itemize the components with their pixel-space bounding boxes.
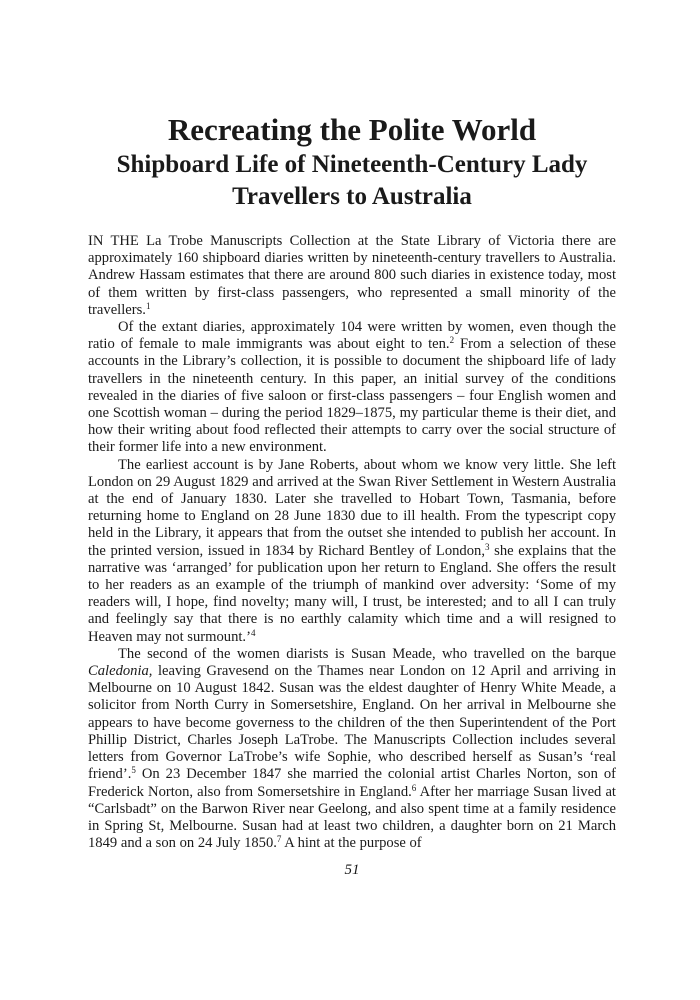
- footnote-marker: 2: [449, 335, 455, 346]
- footnote-marker: 4: [250, 627, 256, 638]
- body-paragraph: [88, 646, 616, 852]
- page-number: 51: [344, 862, 360, 878]
- body-paragraph: [88, 319, 616, 457]
- italic-text: Caledonia,: [88, 663, 153, 680]
- article-body: [88, 233, 616, 852]
- paragraph-text: From a selection of these accounts in the Library’s collection, it is possible to document the shipboard life of lady travellers in the nineteenth century. In this paper, an initial survey of the conditions revealed in the diaries of five saloon or first-class passengers – four English women and one Scottish woman – during the period 1829–1875, my particular theme is their diet, and how their writing about food reflected their attempts to carry over the social structure of their former life into a new environment.: [88, 336, 616, 456]
- article-subtitle-line-2: Travellers to Australia: [232, 183, 472, 210]
- paragraph-text: After her marriage Susan lived at “Carlsbadt” on the Barwon River near Geelong, and also spent time at a family residence in Spring St, Melbourne. Susan had at least two children, a daughter born on 21 March 1849 and a son on 24 July 1850.: [88, 783, 616, 852]
- article-title: Recreating the Polite World: [167, 112, 537, 147]
- footnote-marker: 7: [276, 834, 282, 845]
- paragraph-text: leaving Gravesend on the Thames near London on 12 April and arriving in Melbourne on 10 August 1842. Susan was the eldest daughter of Henry White Meade, a solicitor from North Curry in Somersetshire, England. On her arrival in Melbourne she appears to have become governess to the children of the then Superintendent of the Port Phillip District, Charles Joseph LaTrobe. The Manuscripts Collection includes several letters from Governor LaTrobe’s wife Sophie, who described herself as Susan’s ‘real friend’.: [88, 663, 616, 783]
- article-subtitle: [88, 149, 616, 213]
- paragraph-text: The second of the women diarists is Susan Meade, who travelled on the barque: [118, 645, 616, 662]
- paragraph-text: she explains that the narrative was ‘arranged’ for publication upon her return to England. She offers the result to her readers as an example of the triumph of mankind over adversity: ‘Some of my readers will, I hope, find novelty; many will, I trust, be interested; and to all I can truly and feelingly say that there is no earthly calamity which time and a will resigned to Heaven may not surmount.’: [88, 542, 616, 645]
- article-subtitle-line-1: Shipboard Life of Nineteenth-Century Lady: [116, 151, 588, 178]
- footnote-marker: 3: [484, 541, 490, 552]
- article-title-block: [88, 113, 616, 213]
- journal-page: [88, 0, 616, 1000]
- footnote-marker: 5: [131, 765, 136, 776]
- paragraph-text: A hint at the purpose of: [281, 835, 422, 852]
- body-paragraph: [88, 233, 616, 319]
- footnote-marker: 6: [411, 782, 417, 793]
- paragraph-text: IN THE La Trobe Manuscripts Collection at the State Library of Victoria there are approximately 160 shipboard diaries written by nineteenth-century travellers to Australia. Andrew Hassam estimates that there are around 800 such diaries in existence today, most of them written by first-class passengers, who represented a small minority of the travellers.: [88, 233, 616, 318]
- paragraph-text: Of the extant diaries, approximately 104 were written by women, even though the ratio of female to male immigrants was about eight to ten.: [88, 319, 616, 353]
- body-paragraph: [88, 457, 616, 646]
- paragraph-text: The earliest account is by Jane Roberts, about whom we know very little. She left London on 29 August 1829 and arrived at the Swan River Settlement in Western Australia at the end of January 1830. Later she travelled to Hobart Town, Tasmania, before returning home to England on 28 June 1830 due to ill health. From the typescript copy held in the Library, it appears that from the outset she intended to publish her account. In the printed version, issued in 1834 by Richard Bentley of London,: [88, 456, 616, 559]
- footnote-marker: 1: [145, 300, 151, 311]
- paragraph-text: On 23 December 1847 she married the colonial artist Charles Norton, son of Frederick Norton, also from Somersetshire in England.: [88, 766, 616, 800]
